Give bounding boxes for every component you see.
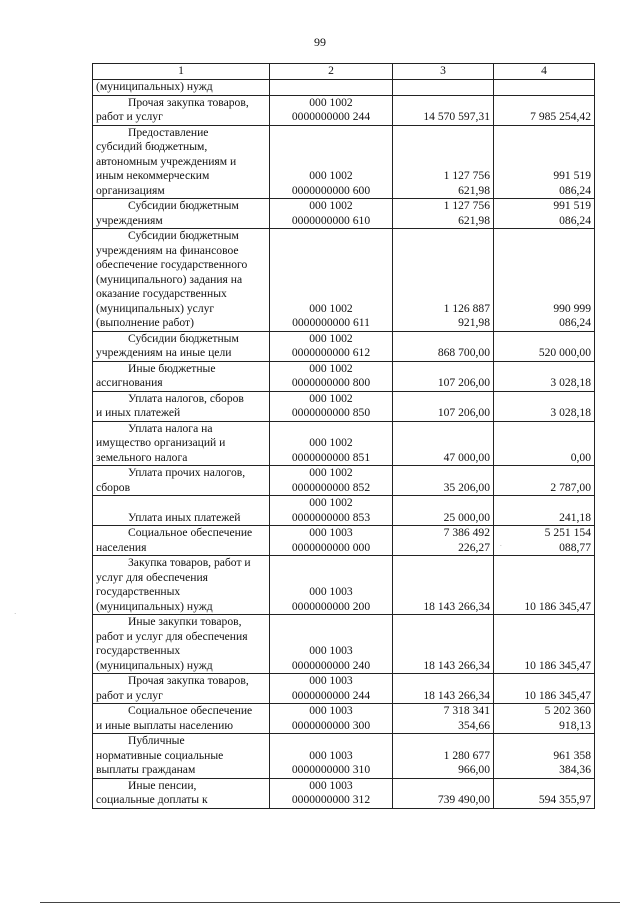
row-value-2020-text: 991 519 086,24	[553, 199, 591, 227]
row-value-2020-cell	[494, 734, 595, 779]
row-value-2020-cell	[494, 391, 595, 421]
row-value-2019-cell	[393, 125, 494, 199]
row-code-text: 000 1002 0000000000 600	[291, 169, 371, 197]
row-name-cell	[93, 704, 270, 734]
row-name-cell	[93, 331, 270, 361]
row-value-2020-text: 10 186 345,47	[524, 658, 591, 672]
row-name-cell	[93, 125, 270, 199]
row-code-text: 000 1003 0000000000 000	[291, 526, 371, 554]
row-code-cell	[270, 421, 393, 466]
row-code-cell	[270, 331, 393, 361]
row-code-text: 000 1003 0000000000 240	[291, 644, 371, 672]
row-value-2020-cell	[494, 125, 595, 199]
table-row	[93, 496, 595, 526]
row-code-cell	[270, 125, 393, 199]
row-code-text: 000 1002 0000000000 611	[292, 301, 370, 329]
table-row	[93, 80, 595, 96]
row-value-2019-cell	[393, 331, 494, 361]
row-value-2019-text: 18 143 266,34	[423, 688, 490, 702]
row-name-text: Уплата налогов, сборов и иных платежей	[96, 391, 244, 419]
row-code-text: 000 1003 0000000000 312	[291, 778, 371, 806]
table-row	[93, 391, 595, 421]
row-name-cell	[93, 526, 270, 556]
row-code-cell	[270, 95, 393, 125]
row-value-2019-cell	[393, 778, 494, 808]
row-value-2019-cell	[393, 615, 494, 674]
row-code-cell	[270, 229, 393, 332]
row-name-cell	[93, 615, 270, 674]
row-value-2019-text: 7 386 492 226,27	[443, 526, 490, 554]
row-code-text: 000 1003 0000000000 300	[291, 704, 371, 732]
column-header: 4	[494, 64, 595, 80]
row-value-2019-text: 1 280 677 966,00	[443, 748, 490, 776]
row-value-2019-text: 47 000,00	[443, 450, 490, 464]
row-value-2020-text: 0,00	[570, 450, 591, 464]
row-name-text: Предоставление субсидий бюджетным, автономным учреждениям и иным некоммерческим организациям	[96, 125, 237, 197]
row-value-2019-text: 18 143 266,34	[423, 658, 490, 672]
row-value-2019-cell	[393, 704, 494, 734]
row-value-2020-cell	[494, 674, 595, 704]
row-value-2020-cell	[494, 556, 595, 615]
row-name-text: Иные пенсии, социальные доплаты к	[96, 778, 208, 806]
row-name-text: Уплата иных платежей	[128, 510, 241, 524]
row-value-2020-cell	[494, 361, 595, 391]
table-row	[93, 331, 595, 361]
row-code-cell	[270, 704, 393, 734]
row-value-2020-text: 961 358 384,36	[553, 748, 591, 776]
row-code-cell	[270, 556, 393, 615]
row-name-cell	[93, 229, 270, 332]
table-row	[93, 778, 595, 808]
row-value-2020-cell	[494, 778, 595, 808]
table-row	[93, 734, 595, 779]
row-value-2020-text: 3 028,18	[550, 406, 591, 419]
row-name-cell	[93, 496, 270, 526]
row-value-2019-text: 107 206,00	[437, 376, 490, 389]
row-name-cell	[93, 674, 270, 704]
table-row	[93, 125, 595, 199]
row-code-text: 000 1002 0000000000 612	[291, 331, 371, 359]
row-value-2019-text: 739 490,00	[437, 793, 490, 806]
table-row	[93, 674, 595, 704]
row-value-2020-text: 10 186 345,47	[524, 688, 591, 702]
row-value-2020-text: 5 251 154 088,77	[544, 526, 591, 554]
row-value-2019-cell	[393, 466, 494, 496]
scan-artifact: .	[500, 540, 502, 548]
row-name-text: Публичные нормативные социальные выплаты гражданам	[96, 734, 224, 776]
table-row	[93, 466, 595, 496]
row-code-text: 000 1003 0000000000 200	[291, 585, 371, 613]
row-value-2019-text: 1 127 756 621,98	[443, 199, 490, 227]
budget-table	[92, 63, 595, 809]
row-name-cell	[93, 95, 270, 125]
row-value-2019-text: 35 206,00	[443, 480, 490, 494]
row-code-text: 000 1002 0000000000 851	[291, 436, 371, 464]
row-code-cell	[270, 391, 393, 421]
row-name-text: Прочая закупка товаров, работ и услуг	[96, 674, 249, 702]
row-value-2019-cell	[393, 229, 494, 332]
row-value-2019-cell	[393, 496, 494, 526]
row-value-2020-cell	[494, 496, 595, 526]
table-row	[93, 229, 595, 332]
row-code-cell	[270, 674, 393, 704]
row-name-text: Социальное обеспечение и иные выплаты населению	[96, 704, 253, 732]
row-value-2020-text: 241,18	[559, 510, 591, 524]
row-value-2020-cell	[494, 199, 595, 229]
row-code-cell	[270, 778, 393, 808]
row-code-text: 000 1002 0000000000 244	[291, 95, 371, 123]
row-value-2020-text: 520 000,00	[538, 346, 591, 359]
row-name-cell	[93, 556, 270, 615]
row-value-2019-cell	[393, 391, 494, 421]
row-name-cell	[93, 778, 270, 808]
row-name-text: Закупка товаров, работ и услуг для обеспечения государственных (муниципальных) нужд	[96, 556, 251, 613]
scan-edge-line	[40, 902, 620, 903]
row-value-2020-cell	[494, 331, 595, 361]
row-code-text: 000 1002 0000000000 853	[291, 496, 371, 524]
row-value-2020-text: 990 999 086,24	[553, 301, 591, 329]
table-row	[93, 95, 595, 125]
row-code-cell	[270, 199, 393, 229]
row-value-2019-text: 7 318 341 354,66	[443, 704, 490, 732]
row-value-2020-cell	[494, 95, 595, 125]
row-value-2020-text: 7 985 254,42	[530, 110, 591, 123]
table-row	[93, 361, 595, 391]
row-name-text: Социальное обеспечение населения	[96, 526, 253, 554]
row-name-text: Иные бюджетные ассигнования	[96, 361, 216, 389]
row-value-2020-cell	[494, 704, 595, 734]
row-name-cell	[93, 734, 270, 779]
row-value-2019-cell	[393, 95, 494, 125]
row-value-2020-cell	[494, 466, 595, 496]
row-code-text: 000 1002 0000000000 850	[291, 391, 371, 419]
row-value-2020-cell	[494, 229, 595, 332]
row-name-text: Субсидии бюджетным учреждениям на иные цели	[96, 331, 239, 359]
row-value-2019-text: 868 700,00	[437, 346, 490, 359]
row-value-2020-cell	[494, 421, 595, 466]
column-header: 1	[93, 64, 270, 80]
row-name-text: Иные закупки товаров, работ и услуг для обеспечения государственных (муниципальных) нужд	[96, 615, 248, 672]
row-value-2019-text: 1 126 887 921,98	[443, 301, 490, 329]
row-name-text: (муниципальных) нужд	[96, 80, 213, 93]
row-name-text: Прочая закупка товаров, работ и услуг	[96, 95, 249, 123]
row-value-2019-text: 1 127 756 621,98	[443, 169, 490, 197]
row-value-2019-text: 14 570 597,31	[423, 110, 490, 123]
row-value-2020-cell	[494, 526, 595, 556]
row-code-cell	[270, 526, 393, 556]
row-value-2020-cell	[494, 615, 595, 674]
row-code-text: 000 1002 0000000000 610	[291, 199, 371, 227]
column-header: 2	[270, 64, 393, 80]
row-name-text: Уплата налога на имущество организаций и земельного налога	[96, 421, 226, 464]
table-row	[93, 704, 595, 734]
row-value-2019-cell	[393, 80, 494, 96]
row-value-2020-text: 5 202 360 918,13	[544, 704, 591, 732]
row-name-cell	[93, 466, 270, 496]
row-name-text: Субсидии бюджетным учреждениям на финансовое обеспечение государственного (муниципального) задания на оказание государственных (муниципальных) услуг (выполнение работ)	[96, 229, 248, 329]
column-header: 3	[393, 64, 494, 80]
row-value-2020-text: 2 787,00	[550, 480, 591, 494]
row-code-cell	[270, 361, 393, 391]
row-value-2019-text: 25 000,00	[443, 510, 490, 524]
row-code-text: 000 1002 0000000000 852	[291, 466, 371, 494]
budget-table-body	[93, 64, 595, 809]
row-value-2020-text: 3 028,18	[550, 376, 591, 389]
row-name-cell	[93, 361, 270, 391]
row-code-cell	[270, 496, 393, 526]
table-row	[93, 421, 595, 466]
row-name-cell	[93, 421, 270, 466]
row-value-2020-text: 594 355,97	[538, 793, 591, 806]
row-value-2020-cell	[494, 80, 595, 96]
row-code-cell	[270, 734, 393, 779]
row-name-cell	[93, 391, 270, 421]
row-code-cell	[270, 615, 393, 674]
row-value-2019-cell	[393, 526, 494, 556]
row-value-2019-cell	[393, 421, 494, 466]
row-value-2020-text: 991 519 086,24	[553, 169, 591, 197]
row-name-cell	[93, 199, 270, 229]
row-name-text: Субсидии бюджетным учреждениям	[96, 199, 239, 227]
table-row	[93, 556, 595, 615]
page-number: 99	[314, 35, 326, 49]
row-value-2019-text: 18 143 266,34	[423, 599, 490, 613]
row-code-text: 000 1003 0000000000 244	[291, 674, 371, 702]
row-code-text: 000 1002 0000000000 800	[291, 361, 371, 389]
scan-artifact: ·	[14, 610, 17, 618]
table-row	[93, 199, 595, 229]
row-code-cell	[270, 466, 393, 496]
row-code-text: 000 1003 0000000000 310	[291, 748, 371, 776]
row-value-2019-cell	[393, 556, 494, 615]
row-value-2019-cell	[393, 361, 494, 391]
row-value-2019-text: 107 206,00	[437, 406, 490, 419]
table-header-row	[93, 64, 595, 80]
row-code-cell	[270, 80, 393, 96]
row-name-cell	[93, 80, 270, 96]
row-value-2019-cell	[393, 199, 494, 229]
row-value-2019-cell	[393, 674, 494, 704]
row-value-2019-cell	[393, 734, 494, 779]
row-name-text: Уплата прочих налогов, сборов	[96, 466, 246, 494]
table-row	[93, 615, 595, 674]
row-value-2020-text: 10 186 345,47	[524, 599, 591, 613]
table-row	[93, 526, 595, 556]
